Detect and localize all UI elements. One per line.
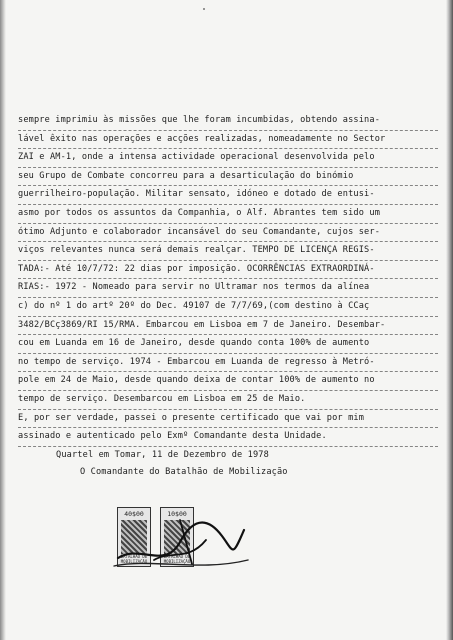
body-line: guerrilheiro-população. Militar sensato, idóneo e dotado de entusi- bbox=[18, 186, 438, 205]
stamp-caption: BATALHÃO DE MOBILIZAÇÃO bbox=[120, 554, 148, 564]
body-line: sempre imprimiu às missões que lhe foram incumbidas, obtendo assina- bbox=[18, 112, 438, 131]
body-line: cou em Luanda em 16 de Janeiro, desde quando conta 100% de aumento bbox=[18, 335, 438, 354]
body-line: ZAI e AM-1, onde a intensa actividade operacional desenvolvida pelo bbox=[18, 149, 438, 168]
signatory-title: O Comandante do Batalhão de Mobilização bbox=[80, 467, 288, 478]
body-line: assinado e autenticado pelo Exmº Comandante desta Unidade. bbox=[18, 428, 438, 447]
place-date: Quartel em Tomar, 11 de Dezembro de 1978 bbox=[56, 449, 269, 460]
scan-edge-left bbox=[0, 0, 6, 640]
body-line: no tempo de serviço. 1974 - Embarcou em Luanda de regresso à Metró- bbox=[18, 354, 438, 373]
stamp-value: 10$00 bbox=[167, 510, 187, 518]
body-line: lável êxito nas operações e acções realizadas, nomeadamente no Sector bbox=[18, 131, 438, 150]
body-line: RIAS:- 1972 - Nomeado para servir no Ultramar nos termos da alínea bbox=[18, 279, 438, 298]
body-line: c) do nº 1 do artº 20º do Dec. 49107 de 7/7/69,(com destino à CCaç bbox=[18, 298, 438, 317]
body-line: 3482/BCç3869/RI 15/RMA. Embarcou em Lisboa em 7 de Janeiro. Desembar- bbox=[18, 317, 438, 336]
scan-speck bbox=[203, 8, 205, 10]
certificate-body bbox=[18, 112, 438, 482]
body-line: seu Grupo de Combate concorreu para a desarticulação do binómio bbox=[18, 168, 438, 187]
body-line: ótimo Adjunto e colaborador incansável do seu Comandante, cujos ser- bbox=[18, 224, 438, 243]
body-line: tempo de serviço. Desembarcou em Lisboa em 25 de Maio. bbox=[18, 391, 438, 410]
body-line: asmo por todos os assuntos da Companhia, o Alf. Abrantes tem sido um bbox=[18, 205, 438, 224]
stamp-value: 40$00 bbox=[124, 510, 144, 518]
body-line: pole em 24 de Maio, desde quando deixa de contar 100% de aumento no bbox=[18, 372, 438, 391]
handwritten-signature bbox=[110, 500, 250, 580]
scan-edge-right bbox=[446, 0, 453, 640]
body-line: TADA:- Até 10/7/72: 22 dias por imposição. OCORRÊNCIAS EXTRAORDINÁ- bbox=[18, 261, 438, 280]
stamp-caption: BATALHÃO DE MOBILIZAÇÃO bbox=[163, 554, 191, 564]
body-line: E, por ser verdade, passei o presente certificado que vai por mim bbox=[18, 410, 438, 429]
body-line: viços relevantes nunca será demais realçar. TEMPO DE LICENÇA REGIS- bbox=[18, 242, 438, 261]
